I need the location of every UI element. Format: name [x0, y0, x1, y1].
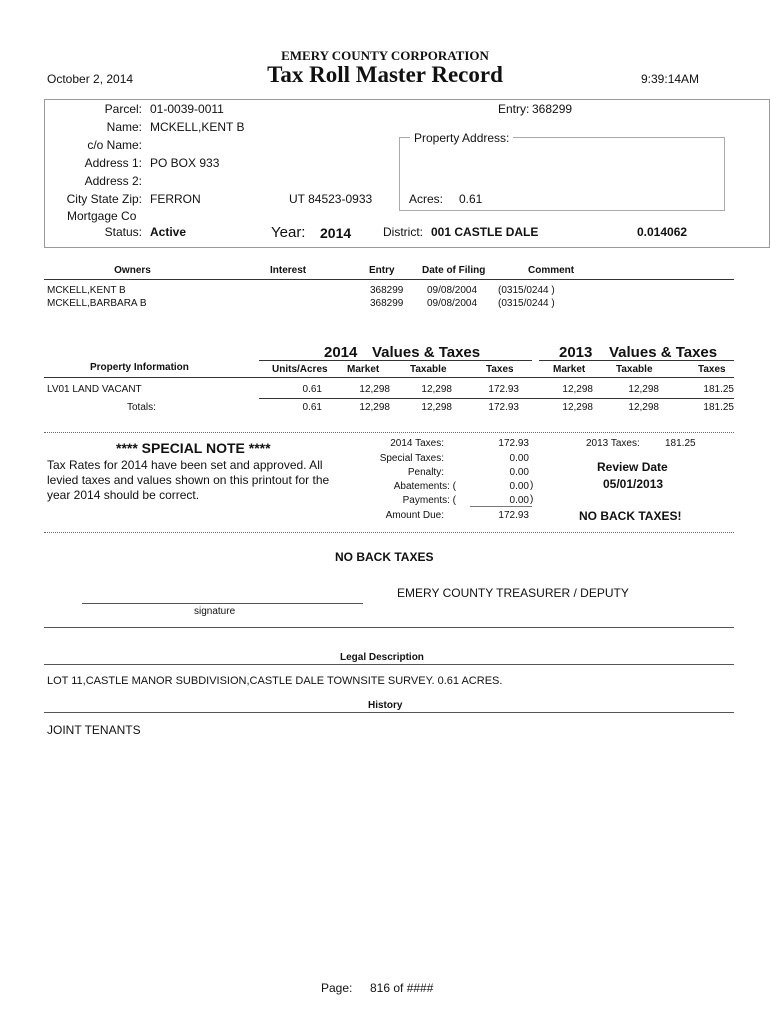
- taxable-header: Taxable: [410, 364, 447, 375]
- values-year-2014: 2014: [324, 344, 358, 361]
- note-line: Tax Rates for 2014 have been set and approved. All: [47, 458, 323, 472]
- entry-value: 368299: [532, 102, 573, 116]
- history-title: History: [368, 700, 403, 711]
- special-taxes-label: Special Taxes:: [379, 453, 444, 464]
- address2-label: Address 2:: [84, 174, 142, 188]
- abatements-close-paren: ): [530, 480, 534, 491]
- owner-comment: (0315/0244 ): [498, 298, 555, 309]
- totals-units: 0.61: [302, 402, 322, 413]
- totals-taxable: 12,298: [421, 402, 452, 413]
- interest-header: Interest: [270, 265, 307, 276]
- special-note-title: **** SPECIAL NOTE ****: [116, 440, 271, 456]
- values-2013-rule: [539, 360, 734, 361]
- signature-line: [82, 603, 363, 604]
- amount-due-label: Amount Due:: [385, 510, 444, 521]
- market-header: Market: [347, 364, 380, 375]
- acres-label: Acres:: [409, 192, 444, 206]
- property-info: LV01 LAND VACANT: [47, 384, 142, 395]
- year-value: 2014: [320, 225, 352, 241]
- report-time: 9:39:14AM: [641, 72, 700, 86]
- owners-header: Owners: [114, 265, 151, 276]
- address1-value: PO BOX 933: [150, 156, 220, 170]
- totals-rule: [259, 398, 734, 399]
- history-rule: [44, 712, 734, 713]
- city-value: FERRON: [150, 192, 201, 206]
- note-line: year 2014 should be correct.: [47, 488, 200, 502]
- property-info-header: Property Information: [90, 362, 189, 373]
- property-address-box: [399, 137, 725, 211]
- page-title: Tax Roll Master Record: [267, 62, 503, 87]
- values-year-2013: 2013: [559, 344, 593, 361]
- taxes-header: Taxes: [486, 364, 514, 375]
- taxable-value: 12,298: [421, 384, 452, 395]
- district-value: 001 CASTLE DALE: [431, 225, 539, 239]
- taxes-value: 172.93: [488, 384, 519, 395]
- review-date-label: Review Date: [597, 460, 668, 474]
- legal-description-text: LOT 11,CASTLE MANOR SUBDIVISION,CASTLE DALE TOWNSITE SURVEY. 0.61 ACRES.: [47, 675, 503, 687]
- totals-market: 12,298: [359, 402, 390, 413]
- values-title-2013: Values & Taxes: [609, 344, 718, 361]
- no-back-taxes-flag: NO BACK TAXES!: [579, 509, 682, 523]
- abatements-label: Abatements: (: [393, 481, 456, 492]
- payments-value: 0.00: [509, 495, 529, 506]
- market-value: 12,298: [359, 384, 390, 395]
- legal-rule: [44, 664, 734, 665]
- owner-name: MCKELL,BARBARA B: [47, 298, 147, 309]
- signature-label: signature: [194, 606, 236, 617]
- payments-close-paren: ): [530, 494, 534, 505]
- amount-due-rule: [470, 506, 532, 507]
- co-name-label: c/o Name:: [87, 138, 142, 152]
- prev-taxes-value: 181.25: [665, 438, 696, 449]
- district-label: District:: [383, 225, 423, 239]
- owner-entry: 368299: [370, 285, 404, 296]
- history-text: JOINT TENANTS: [47, 723, 141, 737]
- comment-header: Comment: [528, 265, 575, 276]
- units-header: Units/Acres: [272, 364, 328, 375]
- taxes-2013-value: 181.25: [703, 384, 734, 395]
- prev-taxes-label: 2013 Taxes:: [586, 438, 640, 449]
- note-line: levied taxes and values shown on this printout for the: [47, 473, 330, 487]
- parcel-value: 01-0039-0011: [150, 102, 224, 116]
- name-label: Name:: [106, 120, 142, 134]
- taxes-2014-value: 172.93: [498, 438, 529, 449]
- state-zip-value: UT 84523-0933: [289, 192, 373, 206]
- owner-entry: 368299: [370, 298, 404, 309]
- entry-header: Entry: [369, 265, 395, 276]
- taxable-2013-value: 12,298: [628, 384, 659, 395]
- totals-market-2013: 12,298: [562, 402, 593, 413]
- totals-taxable-2013: 12,298: [628, 402, 659, 413]
- page-number: 816 of ####: [370, 981, 434, 995]
- owners-header-rule: [44, 279, 734, 280]
- totals-label: Totals:: [127, 402, 156, 413]
- property-address-label: Property Address:: [410, 131, 513, 145]
- signature-section-rule: [44, 627, 734, 628]
- values-title-2014: Values & Taxes: [372, 344, 481, 361]
- no-back-taxes-heading: NO BACK TAXES: [335, 550, 434, 564]
- owner-name: MCKELL,KENT B: [47, 285, 126, 296]
- totals-taxes: 172.93: [488, 402, 519, 413]
- market-2013-value: 12,298: [562, 384, 593, 395]
- year-label: Year:: [271, 224, 306, 241]
- section-divider: [44, 432, 734, 433]
- review-date-value: 05/01/2013: [603, 477, 664, 491]
- treasurer-label: EMERY COUNTY TREASURER / DEPUTY: [397, 586, 629, 600]
- penalty-label: Penalty:: [407, 467, 444, 478]
- report-date: October 2, 2014: [47, 72, 134, 86]
- penalty-value: 0.00: [509, 467, 529, 478]
- legal-description-title: Legal Description: [340, 652, 424, 663]
- parcel-label: Parcel:: [104, 102, 142, 116]
- owner-comment: (0315/0244 ): [498, 285, 555, 296]
- city-state-zip-label: City State Zip:: [66, 192, 142, 206]
- org-name: EMERY COUNTY CORPORATION: [281, 48, 489, 63]
- status-value: Active: [150, 225, 187, 239]
- taxes-2013-header: Taxes: [698, 364, 726, 375]
- mortgage-label: Mortgage Co: [67, 209, 137, 223]
- payments-label: Payments: (: [402, 495, 456, 506]
- taxes-2014-label: 2014 Taxes:: [390, 438, 444, 449]
- section-divider: [44, 532, 734, 533]
- page-label: Page:: [321, 981, 353, 995]
- taxable-2013-header: Taxable: [616, 364, 653, 375]
- entry-label: Entry:: [498, 102, 530, 116]
- amount-due-value: 172.93: [498, 510, 529, 521]
- owner-date: 09/08/2004: [427, 298, 478, 309]
- values-header-rule: [44, 377, 734, 378]
- status-label: Status:: [104, 225, 142, 239]
- values-2014-rule: [259, 360, 532, 361]
- totals-taxes-2013: 181.25: [703, 402, 734, 413]
- address1-label: Address 1:: [84, 156, 142, 170]
- tax-rate: 0.014062: [637, 225, 688, 239]
- abatements-value: 0.00: [509, 481, 529, 492]
- units-value: 0.61: [302, 384, 322, 395]
- name-value: MCKELL,KENT B: [150, 120, 245, 134]
- acres-value: 0.61: [459, 192, 483, 206]
- special-taxes-value: 0.00: [509, 453, 529, 464]
- owner-date: 09/08/2004: [427, 285, 478, 296]
- date-filing-header: Date of Filing: [422, 265, 486, 276]
- market-2013-header: Market: [553, 364, 586, 375]
